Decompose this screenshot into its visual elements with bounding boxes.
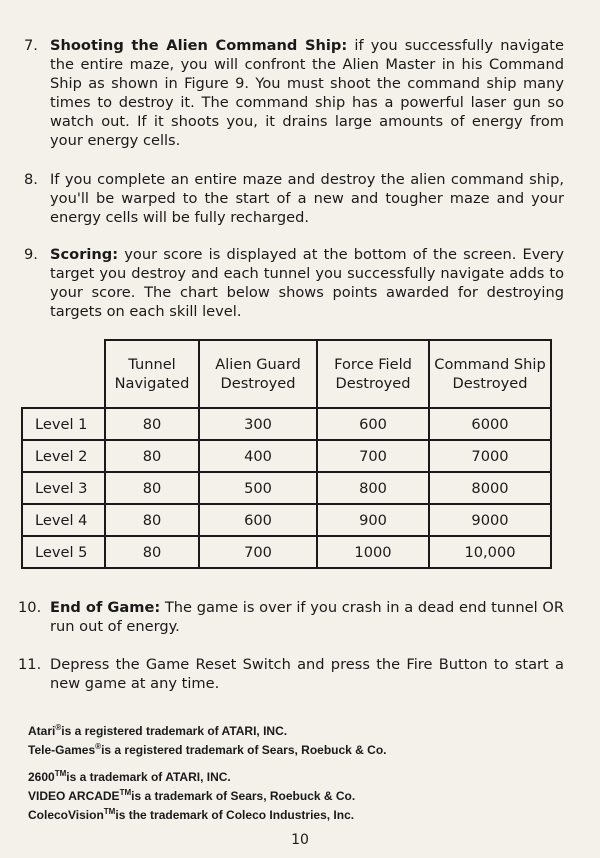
trademark-line: [28, 720, 568, 739]
item-number: 9.: [24, 246, 38, 263]
trademark-text: is a trademark of ATARI, INC.: [66, 770, 231, 784]
trademark-name: VIDEO ARCADE: [28, 789, 120, 803]
tunnel-points: 80: [105, 504, 199, 536]
command-ship-points: 10,000: [429, 536, 551, 568]
item-body: your score is displayed at the bottom of the screen. Every target you destroy and each tunnel you successfully navigate adds to your score. The chart below shows points awarded for destroying targets on each skill level.: [50, 246, 564, 320]
tunnel-points: 80: [105, 440, 199, 472]
trademark-text: is the trademark of Coleco Industries, Inc.: [115, 808, 355, 822]
header-alien-guard: [199, 340, 317, 408]
alien-guard-points: 500: [199, 472, 317, 504]
alien-guard-points: 300: [199, 408, 317, 440]
tunnel-points: 80: [105, 536, 199, 568]
trademark-name: ColecoVision: [28, 808, 104, 822]
trademark-line: [28, 785, 568, 804]
instruction-item-8: [24, 170, 564, 227]
item-number: 7.: [24, 37, 38, 54]
trademark-mark: TM: [54, 769, 67, 778]
header-tunnel: [105, 340, 199, 408]
level-cell: Level 2: [22, 440, 105, 472]
trademark-text: is a registered trademark of Sears, Roebuck & Co.: [101, 743, 387, 757]
force-field-points: 600: [317, 408, 429, 440]
table-row: [22, 408, 551, 440]
item-body: If you complete an entire maze and destroy the alien command ship, you'll be warped to the start of a new and tougher maze and your energy cells will be fully recharged.: [50, 171, 564, 226]
force-field-points: 900: [317, 504, 429, 536]
alien-guard-points: 400: [199, 440, 317, 472]
trademark-name: 2600: [28, 770, 55, 784]
level-cell: Level 4: [22, 504, 105, 536]
header-blank-cell: [22, 340, 105, 408]
header-line: Destroyed: [335, 375, 411, 392]
item-text: [50, 598, 564, 636]
instruction-item-11: [18, 655, 564, 693]
header-line: Force Field: [334, 356, 412, 373]
header-line: Tunnel: [128, 356, 176, 373]
header-force-field: [317, 340, 429, 408]
item-lead: Scoring:: [50, 246, 119, 263]
item-text: [50, 36, 564, 150]
page-number: 10: [291, 832, 309, 848]
trademark-line: [28, 804, 568, 823]
trademark-mark: ®: [55, 723, 62, 732]
table-row: [22, 536, 551, 568]
table-row: [22, 440, 551, 472]
force-field-points: 700: [317, 440, 429, 472]
level-cell: Level 3: [22, 472, 105, 504]
trademark-line: [28, 766, 568, 785]
header-line: Destroyed: [220, 375, 296, 392]
command-ship-points: 6000: [429, 408, 551, 440]
trademark-text: is a trademark of Sears, Roebuck & Co.: [131, 789, 356, 803]
item-lead: End of Game:: [50, 599, 161, 616]
table-row: [22, 504, 551, 536]
alien-guard-points: 600: [199, 504, 317, 536]
instruction-item-7: [24, 36, 564, 150]
tunnel-points: 80: [105, 472, 199, 504]
force-field-points: 1000: [317, 536, 429, 568]
trademark-name: Tele-Games: [28, 743, 96, 757]
trademark-block-1: [28, 720, 568, 758]
command-ship-points: 9000: [429, 504, 551, 536]
item-number: 11.: [18, 656, 42, 673]
command-ship-points: 8000: [429, 472, 551, 504]
tunnel-points: 80: [105, 408, 199, 440]
item-body: if you successfully navigate the entire maze, you will confront the Alien Master in his Command Ship as shown in Figure 9. You must shoot the command ship many times to destroy it. The command ship has a powerful laser gun so watch out. If it shoots you, it drains large amounts of energy from your energy cells.: [50, 37, 564, 149]
instruction-item-10: [18, 598, 564, 636]
header-command-ship: [429, 340, 551, 408]
alien-guard-points: 700: [199, 536, 317, 568]
trademark-block-2: [28, 766, 568, 823]
header-line: Destroyed: [452, 375, 528, 392]
instruction-item-9: [24, 245, 564, 321]
score-table-header-row: [22, 340, 551, 408]
trademark-mark: TM: [103, 807, 116, 816]
trademark-text: is a registered trademark of ATARI, INC.: [61, 724, 288, 738]
item-text: [50, 245, 564, 321]
force-field-points: 800: [317, 472, 429, 504]
item-text: [50, 170, 564, 227]
level-cell: Level 5: [22, 536, 105, 568]
item-number: 10.: [18, 599, 42, 616]
item-body: Depress the Game Reset Switch and press the Fire Button to start a new game at any time.: [50, 656, 564, 692]
score-table: [21, 339, 552, 569]
item-number: 8.: [24, 171, 38, 188]
item-text: [50, 655, 564, 693]
trademark-mark: ®: [95, 742, 102, 751]
table-row: [22, 472, 551, 504]
header-line: Command Ship: [434, 356, 546, 373]
header-line: Navigated: [114, 375, 190, 392]
trademark-mark: TM: [119, 788, 132, 797]
item-lead: Shooting the Alien Command Ship:: [50, 37, 348, 54]
level-cell: Level 1: [22, 408, 105, 440]
item-body: The game is over if you crash in a dead end tunnel OR run out of energy.: [50, 599, 564, 635]
command-ship-points: 7000: [429, 440, 551, 472]
header-line: Alien Guard: [215, 356, 301, 373]
trademark-line: [28, 739, 568, 758]
trademark-name: Atari: [28, 724, 56, 738]
